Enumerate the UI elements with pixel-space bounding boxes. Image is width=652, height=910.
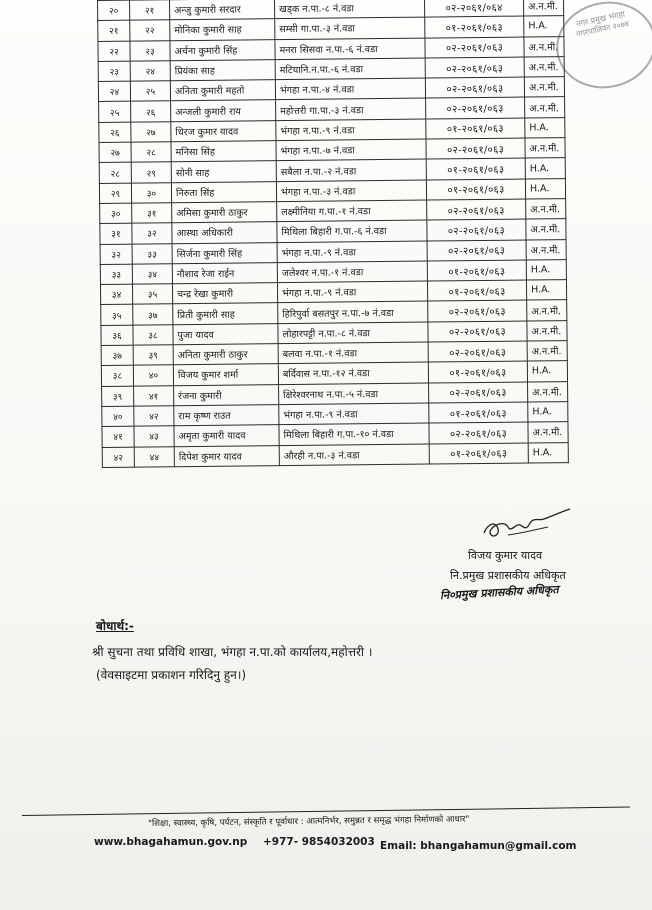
qualification-cell: अ.न.मी. (526, 239, 566, 260)
name-cell: दिपेश कुमार यादव (174, 445, 279, 466)
address-cell: भंगहा न.पा.-९ नं.वडा (277, 241, 427, 263)
reference-cell: ०१-२०६१/०६३ (426, 118, 525, 139)
designation-stamp: नि०प्रमुख प्रशासकीय अधिकृत (439, 582, 559, 603)
footer-email (380, 840, 576, 852)
roll-number-cell: २६ (131, 101, 171, 122)
footer-motto: "शिक्षा, स्वास्थ्य, कृषि, पर्यटन, संस्कृति र पूर्वाधार : आत्मनिर्भर, समुन्नत र समृद्ध भंगहा निर्माणको आधार" (148, 814, 470, 829)
address-cell: खड्क न.पा.-८ नं.वडा (274, 0, 424, 19)
address-cell: क्षिरेश्वरनाथ न.पा.-५ नं.वडा (279, 383, 429, 405)
name-cell: अमिसा कुमारी ठाकुर (172, 202, 277, 223)
footer-phone: +977- 9854032003 (263, 836, 375, 848)
for-information-label: बोधार्थ:- (96, 619, 134, 633)
serial-number-cell: २९ (99, 183, 131, 204)
qualification-cell: अ.न.मी. (527, 341, 567, 362)
name-cell: सोनी साह (171, 161, 276, 182)
qualification-cell: H.A. (524, 16, 564, 37)
serial-number-cell: २६ (99, 122, 131, 143)
footer-email-address: bhangahamun@gmail.com (420, 840, 577, 852)
roll-number-cell: ३८ (133, 324, 173, 345)
roll-number-cell: २९ (131, 162, 171, 183)
serial-number-cell: २४ (98, 81, 130, 102)
name-cell: विजय कुमार शर्मा (173, 364, 278, 385)
reference-cell: ०१-२०६१/०६३ (426, 158, 525, 179)
qualification-cell: H.A. (525, 158, 565, 179)
serial-number-cell: २५ (99, 102, 131, 123)
reference-cell: ०२-२०६१/०६३ (428, 341, 527, 362)
roll-number-cell: ४४ (134, 446, 174, 467)
roll-number-cell: २१ (130, 0, 170, 20)
reference-cell: ०२-२०६१/०६४ (424, 0, 523, 17)
serial-number-cell: २२ (98, 41, 130, 62)
name-cell: अर्चना कुमारी सिंह (170, 39, 275, 60)
reference-cell: ०२-२०६१/०६३ (428, 300, 527, 321)
reference-cell: ०२-२०६१/०६३ (427, 219, 526, 240)
signer-name: विजय कुमार यादव (468, 549, 543, 562)
reference-cell: ०२-२०६१/०६३ (427, 199, 526, 220)
roll-number-cell: २३ (130, 40, 170, 61)
address-cell: भंगहा न.पा.-४ नं.वडा (275, 78, 425, 100)
roll-number-cell: ३५ (132, 284, 172, 305)
serial-number-cell: ३३ (100, 264, 132, 285)
serial-number-cell: २० (98, 0, 130, 21)
name-cell: रंजना कुमारी (174, 384, 279, 405)
address-cell: भंगहा न.पा.-७ नं.वडा (276, 139, 426, 161)
qualification-cell: अ.न.मी. (524, 36, 564, 57)
name-cell: अन्जली कुमारी राय (171, 100, 276, 121)
name-cell: सिर्जना कुमारी सिंह (172, 242, 277, 263)
roll-number-cell: ४३ (134, 426, 174, 447)
address-cell: मिथिला बिहारी ग.पा.-१० नं.वडा (279, 423, 429, 445)
roll-number-cell: ३९ (133, 345, 173, 366)
serial-number-cell: २३ (98, 61, 130, 82)
serial-number-cell: २८ (99, 163, 131, 184)
reference-cell: ०१-२०६१/०६३ (426, 179, 525, 200)
name-cell: मोनिका कुमारी साह (170, 19, 275, 40)
roll-number-cell: ३४ (132, 264, 172, 285)
qualification-cell: H.A. (525, 117, 565, 138)
qualification-cell: अ.न.मी. (528, 422, 568, 443)
candidate-table (97, 0, 569, 468)
roll-number-cell: ४० (133, 365, 173, 386)
reference-cell: ०२-२०६१/०६३ (427, 240, 526, 261)
reference-cell: ०१-२०६१/०६३ (425, 16, 524, 37)
name-cell: अन्जु कुमारी सरदार (170, 0, 275, 20)
address-cell: भंगहा न.पा.-९ नं.वडा (277, 281, 427, 303)
reference-cell: ०२-२०६१/०६३ (425, 37, 524, 58)
qualification-cell: H.A. (528, 442, 568, 463)
office-seal-text: नगर प्रमुख भंगहा नगरपालिका २०७४ (575, 9, 630, 39)
address-cell: भंगहा न.पा.-९ नं.वडा (276, 119, 426, 141)
serial-number-cell: ३० (100, 203, 132, 224)
name-cell: नौशाद रेजा राईन (172, 262, 277, 283)
address-cell: मटियानि.न.पा.-६ नं.वडा (275, 58, 425, 80)
name-cell: पुजा यादव (173, 323, 278, 344)
name-cell: चन्द्र रेखा कुमारी (172, 283, 277, 304)
address-cell: बर्दिवास न.पा.-१२ नं.वडा (278, 362, 428, 384)
qualification-cell: अ.न.मी. (527, 320, 567, 341)
reference-cell: ०२-२०६१/०६३ (426, 98, 525, 119)
name-cell: निरुता सिंह (171, 181, 276, 202)
address-cell: हिरिपुर्वा बसतपुर न.पा.-७ नं.वडा (278, 302, 428, 324)
address-cell: औरही न.पा.-३ नं.वडा (279, 444, 429, 466)
qualification-cell: अ.न.मी. (525, 138, 565, 159)
signer-designation: नि.प्रमुख प्रशासकीय अधिकृत (450, 569, 566, 582)
reference-cell: ०१-२०६१/०६३ (427, 280, 526, 301)
name-cell: धिरज कुमार यादव (171, 120, 276, 141)
serial-number-cell: ३१ (100, 223, 132, 244)
serial-number-cell: ४१ (102, 426, 134, 447)
serial-number-cell: ४० (102, 406, 134, 427)
address-cell: भंगहा न.पा.-९ नं.वडा (279, 403, 429, 425)
name-cell: राम कृष्ण राउत (174, 405, 279, 426)
name-cell: अनिता कुमारी महतो (170, 80, 275, 101)
address-cell: लक्ष्मीनिया ग.पा.-१ नं.वडा (277, 200, 427, 222)
roll-number-cell: ३१ (132, 203, 172, 224)
reference-cell: ०२-२०६१/०६३ (426, 138, 525, 159)
recipient-line: श्री सुचना तथा प्रविधि शाखा, भंगहा न.पा.को कार्यालय,महोत्तरी । (92, 645, 373, 659)
serial-number-cell: ३४ (100, 284, 132, 305)
reference-cell: ०२-२०६१/०६३ (429, 422, 528, 443)
roll-number-cell: २७ (131, 122, 171, 143)
roll-number-cell: २४ (130, 61, 170, 82)
signature (478, 505, 578, 547)
qualification-cell: H.A. (528, 402, 568, 423)
roll-number-cell: ३३ (132, 243, 172, 264)
reference-cell: ०१-२०६१/०६३ (429, 402, 528, 423)
roll-number-cell: ३० (131, 182, 171, 203)
roll-number-cell: ३२ (132, 223, 172, 244)
serial-number-cell: ३९ (102, 386, 134, 407)
reference-cell: ०२-२०६१/०६३ (425, 77, 524, 98)
roll-number-cell: २८ (131, 142, 171, 163)
serial-number-cell: ४२ (102, 447, 134, 468)
address-cell: सम्सी गा.पा.-३ नं.वडा (275, 17, 425, 39)
address-cell: मनरा सिसवा न.पा.-६ नं.वडा (275, 38, 425, 60)
roll-number-cell: ३७ (133, 304, 173, 325)
table-row (102, 442, 568, 467)
name-cell: मनिसा सिंह (171, 141, 276, 162)
reference-cell: ०२-२०६१/०६३ (425, 57, 524, 78)
qualification-cell: H.A. (526, 259, 566, 280)
address-cell: मिथिला बिहारी ग.पा.-६ नं.वडा (277, 220, 427, 242)
qualification-cell: अ.न.मी. (526, 219, 566, 240)
address-cell: लोहारपट्टी न.पा.-८ नं.वडा (278, 322, 428, 344)
address-cell: बलवा न.पा.-१ नं.वडा (278, 342, 428, 364)
name-cell: प्रिती कुमारी साह (173, 303, 278, 324)
reference-cell: ०२-२०६१/०६३ (428, 321, 527, 342)
address-cell: सबैला न.पा.-२ नं.वडा (276, 159, 426, 181)
qualification-cell: अ.न.मी. (524, 57, 564, 78)
serial-number-cell: ३८ (101, 365, 133, 386)
reference-cell: ०१-२०६१/०६३ (427, 260, 526, 281)
qualification-cell: अ.न.मी. (524, 77, 564, 98)
name-cell: अनिता कुमारी ठाकुर (173, 344, 278, 365)
name-cell: प्रियंका साह (170, 60, 275, 81)
publish-request-line: (वेवसाइटमा प्रकाशन गरिदिनु हुन।) (96, 668, 247, 682)
roll-number-cell: २२ (130, 20, 170, 41)
footer-website: www.bhagahamun.gov.np (94, 836, 248, 848)
serial-number-cell: २७ (99, 142, 131, 163)
roll-number-cell: ४१ (134, 385, 174, 406)
qualification-cell: अ.न.मी. (523, 0, 563, 16)
qualification-cell: H.A. (525, 178, 565, 199)
qualification-cell: H.A. (526, 280, 566, 301)
address-cell: जलेश्वर न.पा.-१ नं.वडा (277, 261, 427, 283)
name-cell: अमृता कुमारी यादव (174, 425, 279, 446)
serial-number-cell: ३५ (101, 305, 133, 326)
qualification-cell: अ.न.मी. (528, 381, 568, 402)
qualification-cell: अ.न.मी. (525, 97, 565, 118)
serial-number-cell: ३७ (101, 345, 133, 366)
name-cell: आस्था अधिकारी (172, 222, 277, 243)
reference-cell: ०१-२०६१/०६३ (428, 361, 527, 382)
candidate-table-body (98, 0, 569, 467)
roll-number-cell: २५ (130, 81, 170, 102)
reference-cell: ०१-२०६१/०६३ (429, 443, 528, 464)
serial-number-cell: ३२ (100, 244, 132, 265)
address-cell: भंगहा न.पा.-३ नं.वडा (276, 180, 426, 202)
qualification-cell: अ.न.मी. (526, 199, 566, 220)
qualification-cell: अ.न.मी. (527, 300, 567, 321)
roll-number-cell: ४२ (134, 406, 174, 427)
qualification-cell: H.A. (527, 361, 567, 382)
footer-email-label: Email: (380, 840, 417, 852)
reference-cell: ०२-२०६१/०६३ (429, 382, 528, 403)
serial-number-cell: ३६ (101, 325, 133, 346)
address-cell: महोत्तरी गा.पा.-३ नं.वडा (276, 99, 426, 121)
serial-number-cell: २१ (98, 20, 130, 41)
